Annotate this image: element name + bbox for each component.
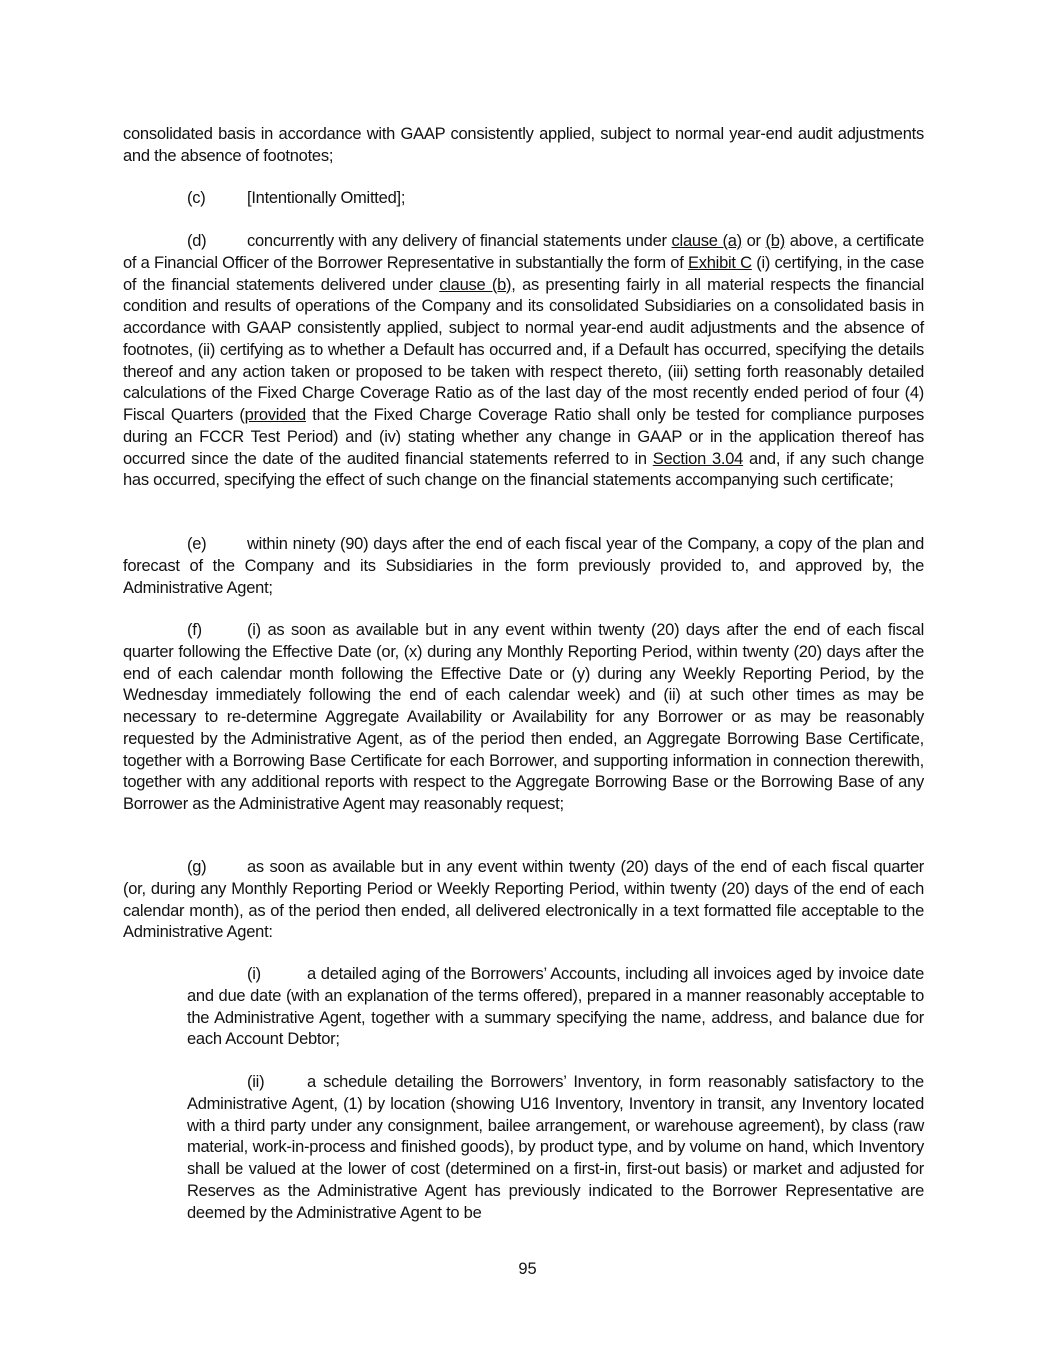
cross-reference: clause (a) <box>671 232 742 250</box>
paragraph-text: or <box>741 232 766 250</box>
paragraph-text: as soon as available but in any event within twenty (20) days of the end of each fiscal quarter (or, during any Monthly Reporting Period or Weekly Reporting Period, within twenty (20) days of the end of each calendar month), as of the period then ended, all delivered electronically in a text formatted file acceptable to the Administrative Agent: <box>123 858 924 942</box>
paragraph-text: (i) as soon as available but in any event within twenty (20) days after the end of each fiscal quarter following the Effective Date (or, (x) during any Monthly Reporting Period, within twenty (20) days after the end of each calendar month following the Effective Date or (y) during any Weekly Reporting Period, by the Wednesday immediately following the end of each calendar week) and (ii) at such other times as may be necessary to re-determine Aggregate Availability or Availability for any Borrower or as may be reasonably requested by the Administrative Agent, as of the period then ended, an Aggregate Borrowing Base Certificate, together with a Borrowing Base Certificate for each Borrower, and supporting information in connection therewith, together with any additional reports with respect to the Aggregate Borrowing Base or the Borrowing Base of any Borrower as the Administrative Agent may reasonably request; <box>123 621 924 813</box>
paragraph-text: that the Fixed Charge Coverage Ratio shall only be tested for compliance purposes during an FCCR Test Period) and (iv) stating whether any change in GAAP or in the application thereof has occurred since the date of the audited financial statements referred to in <box>123 406 924 468</box>
paragraph-text: within ninety (90) days after the end of each fiscal year of the Company, a copy of the plan and forecast of the Company and its Subsidiaries in the form previously provided to, and approved by, the Administrative Agent; <box>123 535 924 597</box>
paragraph-label: (f) <box>187 621 202 639</box>
paragraph-text: and, if any such change has occurred, specifying the effect of such change on the financial statements accompanying such certificate; <box>123 449 924 490</box>
paragraph-label: (d) <box>187 232 207 250</box>
page-number: 95 <box>518 1260 537 1278</box>
paragraph-label: (ii) <box>247 1073 265 1091</box>
paragraph-ii <box>187 1072 924 1224</box>
paragraph-e <box>123 534 924 599</box>
paragraph-text: concurrently with any delivery of financial statements under <box>247 232 672 250</box>
paragraph-f <box>123 620 924 816</box>
paragraph-label: (g) <box>187 858 207 876</box>
paragraph-c <box>123 188 924 210</box>
paragraph-continuation <box>123 124 924 168</box>
paragraph-text: , as presenting fairly in all material respects the financial condition and results of operations of the Company and its consolidated Subsidiaries on a consolidated basis in accordance with GAAP consistently applied, subject to normal year-end audit adjustments and the absence of footnotes, (ii) certifying as to whether a Default has occurred and, if a Default has occurred, specifying the details thereof and any action taken or proposed to be taken with respect thereto, (iii) setting forth reasonably detailed calculations of the Fixed Charge Coverage Ratio as of the last day of the most recently ended period of four (4) Fiscal Quarters ( <box>123 275 925 424</box>
cross-reference: Section 3.04 <box>652 449 744 468</box>
cross-reference: (b) <box>765 232 785 250</box>
paragraph-text: [Intentionally Omitted]; <box>247 189 406 207</box>
paragraph-i <box>187 964 924 1051</box>
paragraph-text: consolidated basis in accordance with GAAP consistently applied, subject to normal year-end audit adjustments and the absence of footnotes; <box>123 125 924 165</box>
paragraph-g <box>123 857 924 944</box>
paragraph-text: a detailed aging of the Borrowers’ Accounts, including all invoices aged by invoice date and due date (with an explanation of the terms offered), prepared in a manner reasonably acceptable to the Administrative Agent, together with a summary specifying the name, address, and balance due for each Account Debtor; <box>187 965 924 1049</box>
paragraph-text: a schedule detailing the Borrowers’ Inventory, in form reasonably satisfactory to the Administrative Agent, (1) by location (showing U16 Inventory, Inventory in transit, any Inventory located with a third party under any consignment, bailee arrangement, or warehouse agreement), by class (raw material, work-in-process and finished goods), by product type, and by volume on hand, which Inventory shall be valued at the lower of cost (determined on a first-in, first-out basis) or market and adjusted for Reserves as the Administrative Agent has previously indicated to the Borrower Representative are deemed by the Administrative Agent to be <box>187 1073 924 1222</box>
paragraph-label: (e) <box>187 535 207 553</box>
paragraph-text: (i) certifying, in the case of the financial statements delivered under <box>123 253 924 294</box>
paragraph-label: (i) <box>247 965 261 983</box>
cross-reference: clause (b) <box>439 275 512 294</box>
paragraph-d <box>123 231 924 492</box>
cross-reference: provided <box>244 406 306 424</box>
cross-reference: Exhibit C <box>687 253 752 272</box>
paragraph-text: above, a certificate of a Financial Officer of the Borrower Representative in substantially the form of <box>123 232 925 272</box>
paragraph-label: (c) <box>187 189 206 207</box>
